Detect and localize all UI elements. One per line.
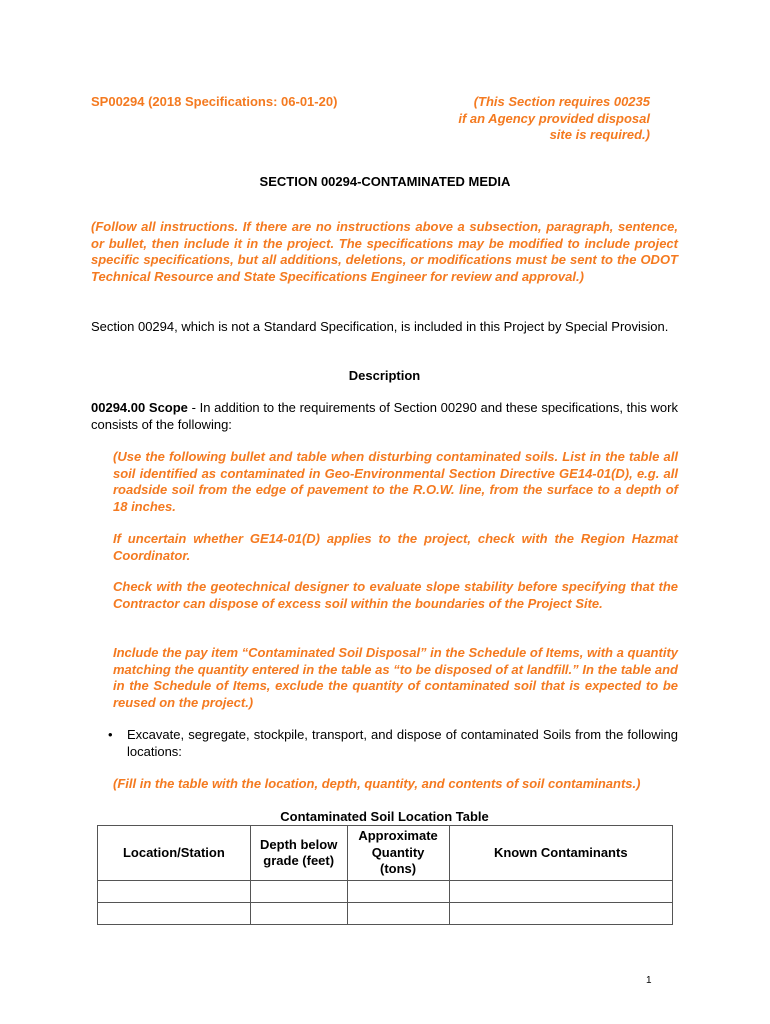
table-cell[interactable] [449,881,672,903]
table-cell[interactable] [98,881,251,903]
page-number: 1 [646,975,652,986]
header-contaminants: Known Contaminants [449,826,672,881]
general-instruction: (Follow all instructions. If there are no instructions above a subsection, paragraph, sentence, or bullet, then include it in the project. The specifications may be modified to include project specific specifications, but all additions, deletions, or modifications must be sent to the ODOT Technical Resource and State Specifications Engineer for review and approval.) [91,219,678,284]
header-note [458,94,650,144]
instruction-uncertain: If uncertain whether GE14-01(D) applies to the project, check with the Region Hazmat Coordinator. [113,531,678,563]
table-row [98,881,673,903]
scope-text: - In addition to the requirements of Section 00290 and these specifications, this work consists of the following: [91,400,678,432]
table-caption: Contaminated Soil Location Table [280,809,489,824]
description-heading: Description [348,368,421,383]
scope-paragraph [91,400,678,433]
instruction-table-usage: (Use the following bullet and table when disturbing contaminated soils. List in the table all soil identified as contaminated in Geo-Environmental Section Directive GE14-01(D), e.g. all roadside soil from the edge of pavement to the R.O.W. line, from the surface to a depth of 18 inches. [113,449,678,514]
header-location: Location/Station [98,826,251,881]
header-quantity: Approximate Quantity (tons) [347,826,449,881]
intro-paragraph: Section 00294, which is not a Standard Specification, is included in this Project by Special Provision. [91,319,669,334]
header-note-line: if an Agency provided disposal [458,110,650,126]
table-cell[interactable] [250,881,347,903]
instruction-geotechnical: Check with the geotechnical designer to evaluate slope stability before specifying that the Contractor can dispose of excess soil within the boundaries of the Project Site. [113,579,678,611]
table-cell[interactable] [250,903,347,925]
header-depth: Depth below grade (feet) [250,826,347,881]
header-note-line: (This Section requires 00235 [473,94,650,109]
table-cell[interactable] [347,903,449,925]
table-row [98,903,673,925]
spec-id: SP00294 (2018 Specifications: 06-01-20) [91,94,338,109]
scope-label: 00294.00 Scope [91,400,188,415]
section-title: SECTION 00294-CONTAMINATED MEDIA [259,174,511,189]
table-cell[interactable] [449,903,672,925]
instruction-pay-item: Include the pay item “Contaminated Soil Disposal” in the Schedule of Items, with a quantity matching the quantity entered in the table as “to be disposed of at landfill.” In the table and in the Schedule of Items, exclude the quantity of contaminated soil that is expected to be reused on the project.) [113,645,678,710]
table-header-row [98,826,673,881]
bullet-symbol: • [108,727,113,742]
bullet-text: Excavate, segregate, stockpile, transport, and dispose of contaminated Soils from the following locations: [127,727,678,759]
table-instruction: (Fill in the table with the location, depth, quantity, and contents of soil contaminants.) [113,776,641,791]
table-cell[interactable] [98,903,251,925]
contaminated-soil-table [97,825,673,925]
table-cell[interactable] [347,881,449,903]
header-note-line: site is required.) [549,127,650,142]
